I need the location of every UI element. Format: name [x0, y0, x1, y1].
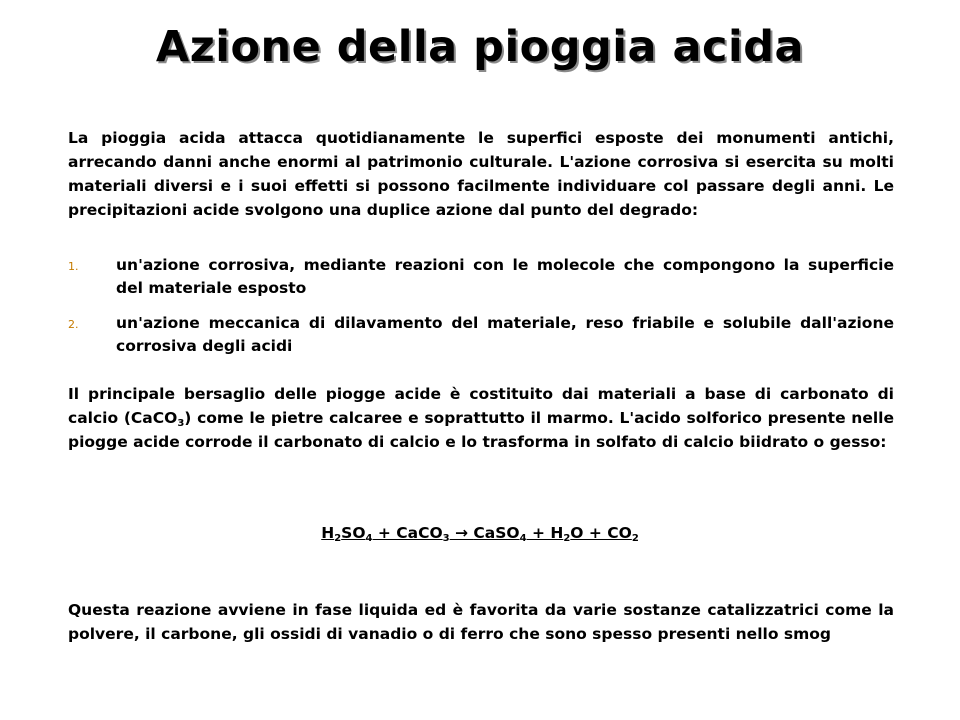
- eq-text: O + CO: [570, 524, 632, 542]
- paragraph-text-after: ) come le pietre calcaree e soprattutto il marmo. L'acido solforico presente nelle piogge acide corrode il carbonato di calcio e lo trasforma in solfato di calcio biidrato o gesso:: [68, 409, 894, 451]
- intro-paragraph: La pioggia acida attacca quotidianamente le superfici esposte dei monumenti antichi, arrecando danni anche enormi al patrimonio culturale. L'azione corrosiva si esercita su molti materiali diversi e i suoi effetti si possono facilmente individuare col passare degli anni. Le precipitazioni acide svolgono una duplice azione dal punto del degrado:: [68, 129, 894, 219]
- list-item: [68, 312, 894, 358]
- eq-subscript: 4: [365, 533, 373, 544]
- subscript: 3: [177, 418, 185, 429]
- list-number: 1.: [68, 260, 79, 273]
- eq-subscript: 2: [334, 533, 342, 544]
- eq-subscript: 4: [519, 533, 527, 544]
- slide-title: Azione della pioggia acida: [155, 22, 805, 72]
- list-item: [68, 254, 894, 300]
- degradation-list: [68, 254, 894, 358]
- eq-text: CaSO: [473, 524, 520, 542]
- eq-subscript: 3: [442, 533, 450, 544]
- list-item-text: un'azione corrosiva, mediante reazioni con le molecole che compongono la superficie del materiale esposto: [116, 256, 894, 297]
- list-number: 2.: [68, 318, 79, 331]
- eq-text: SO: [341, 524, 366, 542]
- eq-text: + H: [526, 524, 564, 542]
- limestone-paragraph: [68, 382, 894, 454]
- eq-subscript: 2: [631, 533, 639, 544]
- arrow-icon: →: [449, 524, 474, 542]
- chemical-equation: [0, 524, 960, 542]
- eq-text: + CaCO: [372, 524, 443, 542]
- list-item-text: un'azione meccanica di dilavamento del materiale, reso friabile e solubile dall'azione corrosiva degli acidi: [116, 314, 894, 355]
- eq-subscript: 2: [563, 533, 571, 544]
- eq-text: H: [321, 524, 335, 542]
- catalyst-paragraph: Questa reazione avviene in fase liquida ed è favorita da varie sostanze catalizzatrici come la polvere, il carbone, gli ossidi di vanadio o di ferro che sono spesso presenti nello smog: [68, 601, 894, 643]
- paragraph-text-before: Il principale bersaglio delle piogge acide è costituito dai materiali a base di carbonato di calcio (CaCO: [68, 385, 894, 427]
